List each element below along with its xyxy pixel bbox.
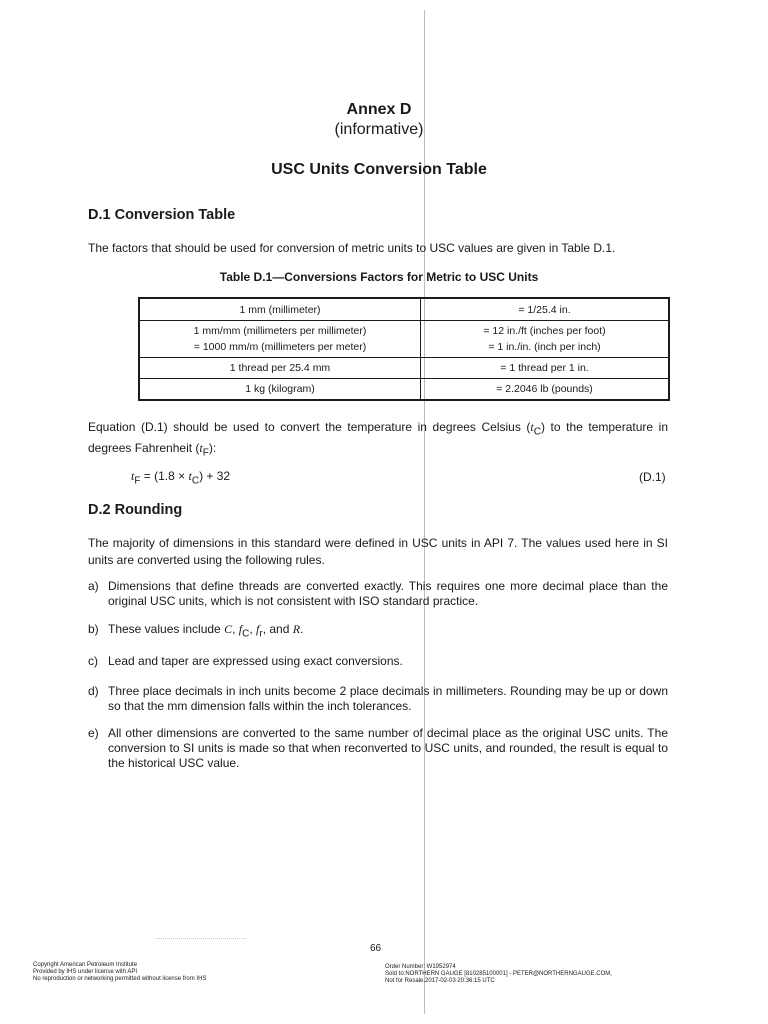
table-cell-metric: 1 kg (kilogram) <box>139 379 421 401</box>
table-row <box>139 298 669 321</box>
annex-title: Annex D <box>346 101 412 118</box>
annex-subtitle: (informative) <box>334 121 424 138</box>
conversion-table <box>138 297 670 401</box>
table-cell-metric: 1 mm/mm (millimeters per millimeter) = 1000 mm/m (millimeters per meter) <box>139 321 421 358</box>
section-heading-d2: D.2 Rounding <box>88 502 183 518</box>
footer-copyright: Copyright American Petroleum Institute Provided by IHS under license with API No reproduction or networking permitted without license from IHS <box>33 962 207 982</box>
table-cell-metric: 1 mm (millimeter) <box>139 298 421 321</box>
scan-artifact <box>156 938 246 942</box>
section-heading-d1: D.1 Conversion Table <box>88 207 236 223</box>
list-item: d) Three place decimals in inch units become 2 place decimals in millimeters. Rounding may be up or down so that the mm dimension falls within the inch tolerances. <box>88 684 668 713</box>
table-row <box>139 358 669 379</box>
temperature-paragraph: Equation (D.1) should be used to convert the temperature in degrees Celsius $(t_C)$ to the temperature in degrees Fahrenheit $(t_F)$: <box>88 420 668 459</box>
list-item: e) All other dimensions are converted to the same number of decimal place as the original USC units. The conversion to SI units is made so that when reconverted to USC units, and rounded, the result is equal to the historical USC value. <box>88 726 668 770</box>
list-item: b) These values include C, $f_C$, $f_r$, and R. <box>88 622 304 640</box>
section-d2-intro: The majority of dimensions in this standard were defined in USC units in API 7. The values used here in SI units are converted using the following rules. <box>88 536 668 567</box>
footer-order-info: Order Number: W1952974 Sold to:NORTHERN GAUGE [810285100001] - PETER@NORTHERNGAUGE.COM, Not for Resale,2017-02-03 20:36:15 UTC <box>385 964 612 984</box>
table-cell-usc: = 2.2046 lb (pounds) <box>421 379 670 401</box>
section-d1-intro: The factors that should be used for conversion of metric units to USC values are given in Table D.1. <box>88 241 616 255</box>
list-item: a) Dimensions that define threads are converted exactly. This requires one more decimal place than the original USC units, which is not consistent with ISO standard practice. <box>88 579 668 608</box>
table-caption: Table D.1—Conversions Factors for Metric to USC Units <box>219 270 539 284</box>
equation-d1: $t_F = (1.8 \times t_C) + 32$ <box>131 469 231 487</box>
document-title: USC Units Conversion Table <box>271 161 487 178</box>
table-cell-usc: = 1 thread per 1 in. <box>421 358 670 379</box>
table-cell-usc: = 12 in./ft (inches per foot) = 1 in./in. (inch per inch) <box>421 321 670 358</box>
equation-number: (D.1) <box>639 470 666 484</box>
table-cell-metric: 1 thread per 25.4 mm <box>139 358 421 379</box>
list-item: c) Lead and taper are expressed using exact conversions. <box>88 654 403 668</box>
page-number: 66 <box>370 943 382 954</box>
table-cell-usc: = 1/25.4 in. <box>421 298 670 321</box>
table-row <box>139 321 669 358</box>
table-row <box>139 379 669 401</box>
